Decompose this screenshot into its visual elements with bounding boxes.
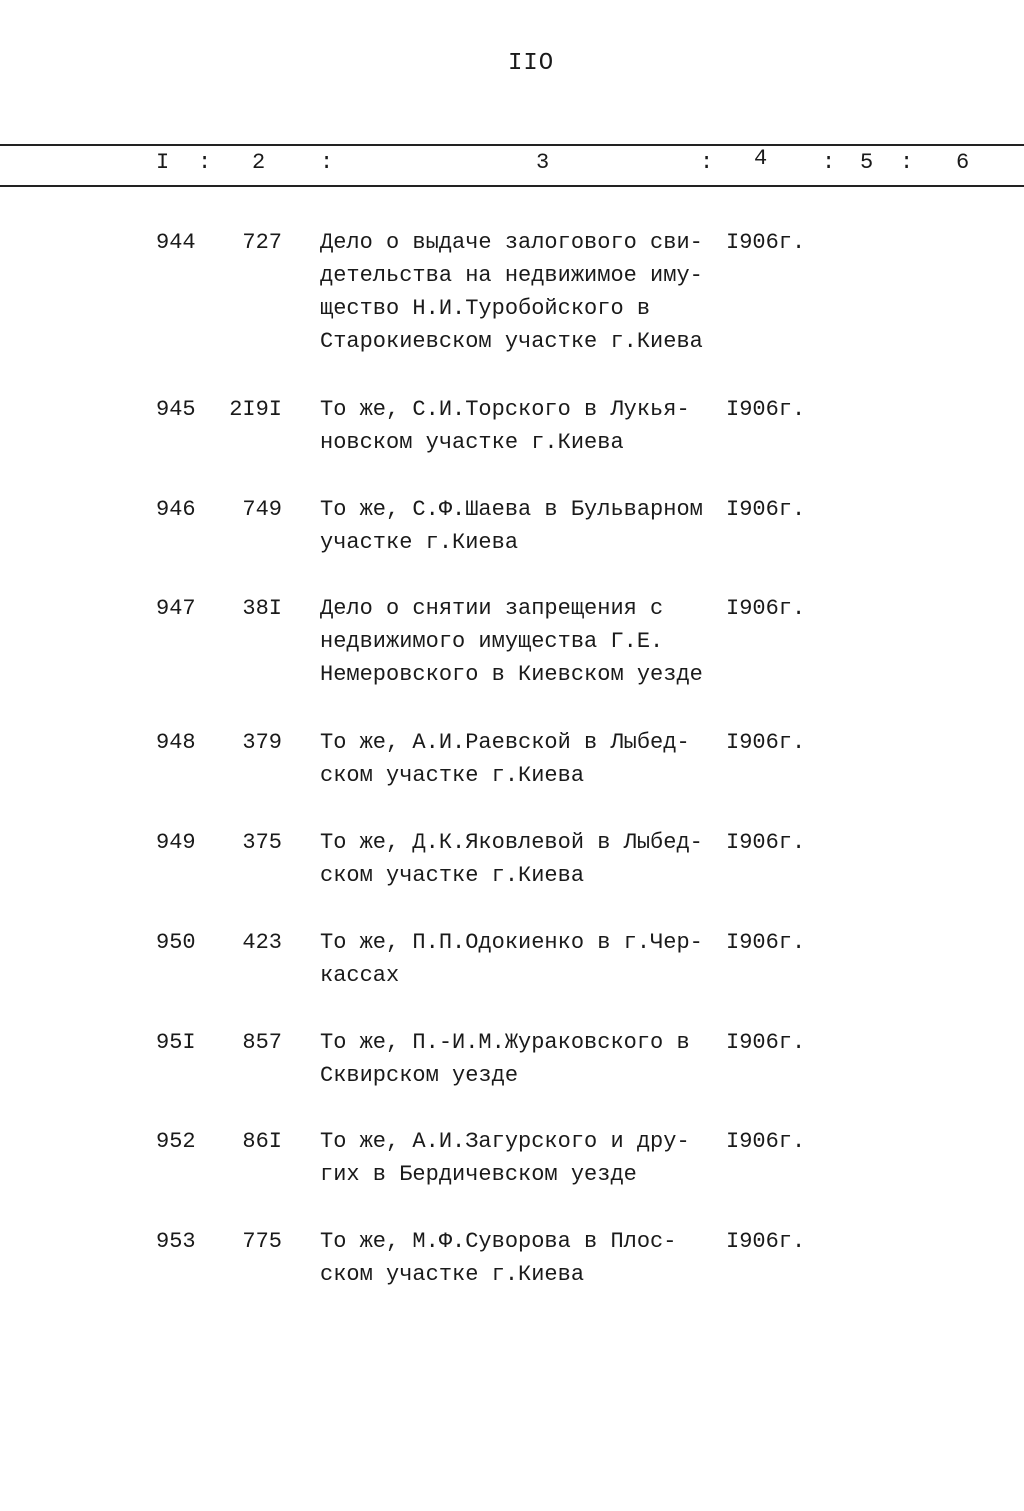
header-col-2: 2 [252,150,266,175]
record-title [320,726,690,792]
file-number: 2I9I [229,397,282,422]
file-number: 86I [242,1129,282,1154]
header-sep: : [822,150,836,175]
record-year: I906г. [726,230,806,255]
title-line: То же, С.Ф.Шаева в Бульварном [320,497,703,522]
title-line: новском участке г.Киева [320,430,624,455]
title-line: детельства на недвижимое иму- [320,263,703,288]
record-number: 944 [156,230,196,255]
record-title [320,1225,676,1291]
file-number: 379 [242,730,282,755]
header-col-1: I [156,150,170,175]
record-title [320,493,703,559]
header-col-6: 6 [956,150,970,175]
header-sep: : [198,150,212,175]
title-line: участке г.Киева [320,530,519,555]
title-line: кассах [320,963,400,988]
file-number: 727 [242,230,282,255]
file-number: 775 [242,1229,282,1254]
title-line: То же, П.-И.М.Жураковского в [320,1030,690,1055]
record-number: 947 [156,596,196,621]
title-line: Старокиевском участке г.Киева [320,329,703,354]
title-line: То же, М.Ф.Суворова в Плос- [320,1229,677,1254]
title-line: Немеровского в Киевском уезде [320,662,703,687]
header-col-5: 5 [860,150,874,175]
record-year: I906г. [726,1129,806,1154]
title-line: ском участке г.Киева [320,863,585,888]
file-number: 38I [242,596,282,621]
file-number: 749 [242,497,282,522]
header-sep: : [700,150,714,175]
record-number: 948 [156,730,196,755]
title-line: Дело о выдаче залогового сви- [320,230,703,255]
title-line: То же, П.П.Одокиенко в г.Чер- [320,930,703,955]
header-sep: : [320,150,334,175]
record-year: I906г. [726,1030,806,1055]
record-number: 949 [156,830,196,855]
title-line: То же, С.И.Торского в Лукья- [320,397,690,422]
record-title [320,926,703,992]
title-line: То же, А.И.Загурского и дру- [320,1129,690,1154]
record-number: 946 [156,497,196,522]
record-title [320,393,690,459]
record-number: 95I [156,1030,196,1055]
header-col-4: 4 [754,146,768,171]
record-number: 952 [156,1129,196,1154]
record-year: I906г. [726,930,806,955]
header-col-3: 3 [536,150,550,175]
title-line: Сквирском уезде [320,1063,519,1088]
record-number: 950 [156,930,196,955]
title-line: щество Н.И.Туробойского в [320,296,651,321]
record-title [320,826,703,892]
header-sep: : [900,150,914,175]
title-line: То же, Д.К.Яковлевой в Лыбед- [320,830,703,855]
title-line: То же, А.И.Раевской в Лыбед- [320,730,690,755]
header-top-rule [0,144,1024,146]
record-title [320,1125,690,1191]
record-year: I906г. [726,397,806,422]
record-number: 953 [156,1229,196,1254]
title-line: гих в Бердичевском уезде [320,1162,637,1187]
record-year: I906г. [726,830,806,855]
title-line: ском участке г.Киева [320,763,585,788]
file-number: 375 [242,830,282,855]
page-number: IIO [508,50,555,77]
record-title [320,226,703,358]
record-year: I906г. [726,1229,806,1254]
record-number: 945 [156,397,196,422]
file-number: 857 [242,1030,282,1055]
record-year: I906г. [726,497,806,522]
title-line: недвижимого имущества Г.Е. [320,629,664,654]
title-line: ском участке г.Киева [320,1262,585,1287]
record-title [320,592,703,691]
record-year: I906г. [726,730,806,755]
title-line: Дело о снятии запрещения с [320,596,664,621]
file-number: 423 [242,930,282,955]
record-title [320,1026,690,1092]
header-bottom-rule [0,185,1024,187]
record-year: I906г. [726,596,806,621]
